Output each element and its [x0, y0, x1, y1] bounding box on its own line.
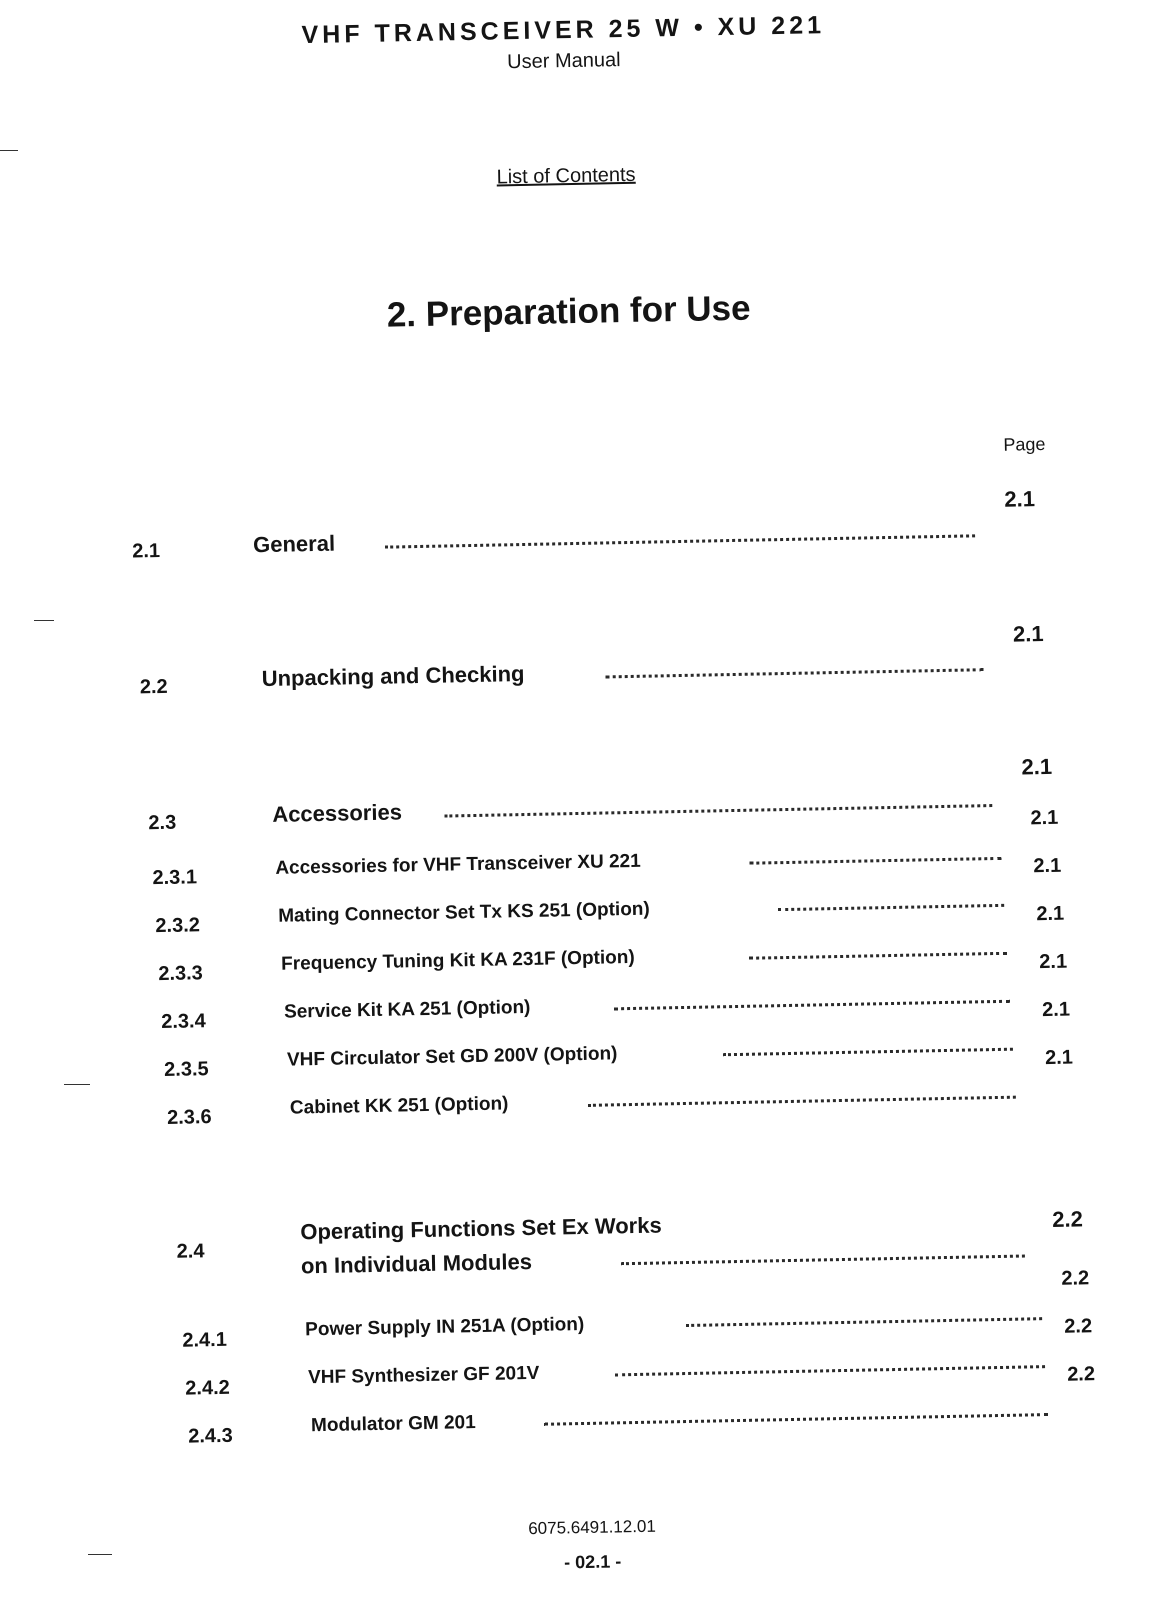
entry-number: 2.3.6 — [166, 1106, 212, 1129]
dot-leader — [385, 534, 975, 548]
entry-title: Unpacking and Checking — [261, 661, 525, 692]
dot-leader — [778, 904, 1004, 911]
dot-leader — [615, 1365, 1045, 1376]
entry-page: 2.1 — [1039, 950, 1068, 974]
entry-title: VHF Synthesizer GF 201V — [307, 1362, 540, 1389]
entry-number: 2.4.1 — [182, 1328, 228, 1352]
dot-leader — [686, 1317, 1042, 1327]
entry-title: Modulator GM 201 — [310, 1412, 476, 1437]
entry-page: 2.1 — [1004, 486, 1036, 512]
page-column-label: Page — [1003, 433, 1046, 455]
entry-number: 2.3.5 — [163, 1058, 209, 1081]
entry-number: 2.3.2 — [155, 914, 201, 938]
dot-leader — [544, 1413, 1048, 1426]
dot-leader — [621, 1255, 1025, 1266]
section-title: 2. Preparation for Use — [386, 288, 751, 335]
entry-page: 2.2 — [1061, 1267, 1090, 1290]
entry-title: Power Supply IN 251A (Option) — [304, 1313, 585, 1341]
entry-title: Cabinet KK 251 (Option) — [289, 1093, 509, 1119]
entry-title-line2: on Individual Modules — [300, 1248, 533, 1279]
entry-number: 2.1 — [132, 539, 161, 563]
toc-heading: List of Contents — [496, 163, 636, 189]
entry-page: 2.2 — [1066, 1363, 1096, 1386]
entry-page: 2.1 — [1041, 998, 1071, 1022]
margin-mark — [34, 620, 54, 621]
margin-mark — [64, 1084, 90, 1085]
entry-page: 2.2 — [1064, 1315, 1093, 1338]
entry-number: 2.2 — [139, 675, 168, 699]
entry-number: 2.3.3 — [158, 962, 204, 986]
entry-number: 2.3.4 — [161, 1010, 206, 1034]
entry-title: Service Kit KA 251 (Option) — [283, 996, 531, 1023]
entry-page: 2.1 — [1030, 806, 1059, 830]
entry-number: 2.3.1 — [152, 866, 198, 890]
entry-number: 2.4 — [176, 1240, 205, 1263]
document-number: 6075.6491.12.01 — [528, 1516, 657, 1539]
dot-leader — [606, 668, 984, 678]
margin-mark — [0, 150, 18, 151]
entry-title: Mating Connector Set Tx KS 251 (Option) — [278, 898, 650, 927]
document-subtitle: User Manual — [506, 49, 621, 74]
entry-number: 2.4.3 — [188, 1424, 233, 1448]
entry-page: 2.1 — [1012, 621, 1044, 647]
entry-number: 2.3 — [148, 811, 177, 835]
entry-title: General — [252, 530, 336, 558]
entry-page: 2.1 — [1044, 1046, 1074, 1070]
entry-page: 2.1 — [1021, 753, 1053, 780]
entry-page: 2.2 — [1051, 1206, 1084, 1232]
dot-leader — [614, 1000, 1010, 1011]
dot-leader — [749, 952, 1007, 960]
entry-number: 2.4.2 — [185, 1376, 230, 1400]
entry-page: 2.1 — [1036, 902, 1065, 926]
document-title: VHF TRANSCEIVER 25 W • XU 221 — [301, 11, 826, 50]
entry-title: VHF Circulator Set GD 200V (Option) — [286, 1043, 618, 1071]
margin-mark — [88, 1554, 112, 1555]
entry-page: 2.1 — [1033, 854, 1062, 878]
entry-title: Accessories — [272, 799, 403, 827]
page-number: - 02.1 - — [564, 1551, 622, 1573]
dot-leader — [749, 857, 1001, 865]
entry-title: Frequency Tuning Kit KA 231F (Option) — [280, 946, 635, 975]
entry-title: Accessories for VHF Transceiver XU 221 — [275, 850, 641, 879]
entry-title-line1: Operating Functions Set Ex Works — [300, 1212, 662, 1245]
dot-leader — [444, 804, 992, 818]
dot-leader — [588, 1096, 1016, 1107]
dot-leader — [723, 1048, 1013, 1057]
